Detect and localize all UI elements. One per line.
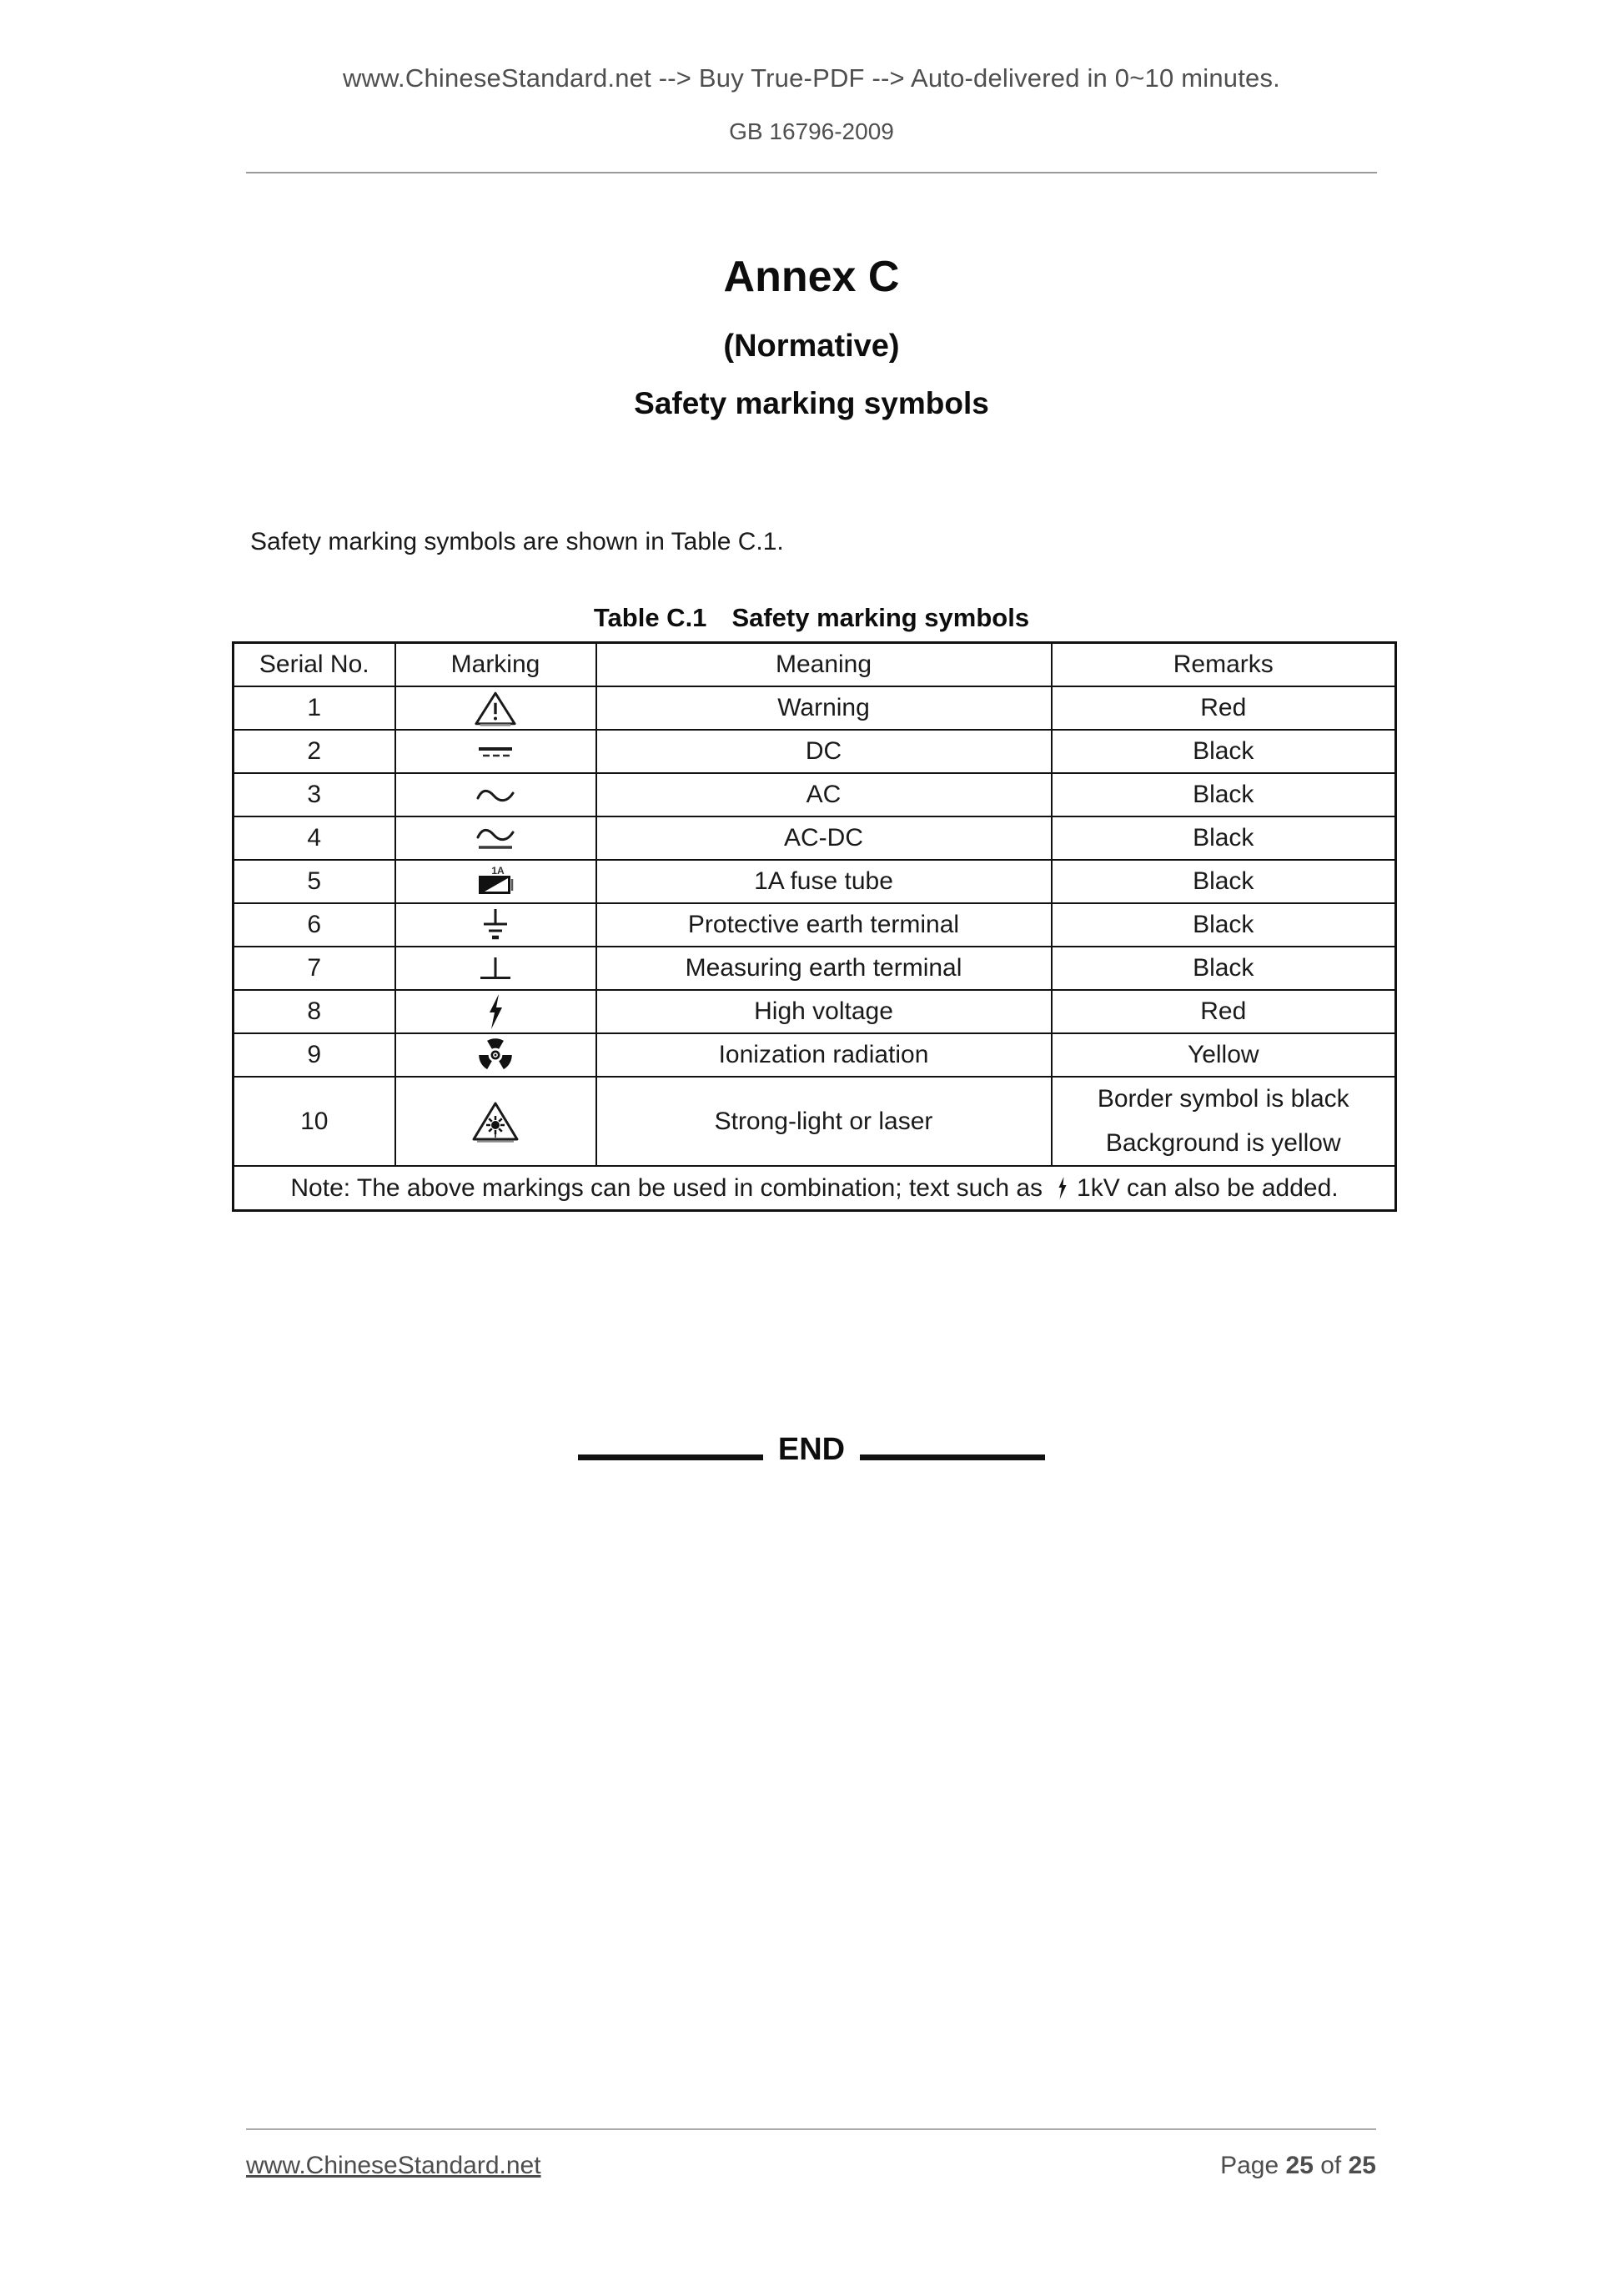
remarks-cell: Black (1052, 860, 1396, 903)
meaning-cell: Protective earth terminal (596, 903, 1052, 947)
table-row (234, 1033, 1396, 1077)
meaning-cell: High voltage (596, 990, 1052, 1033)
meaning-cell: Warning (596, 686, 1052, 730)
table-row (234, 947, 1396, 990)
intro-paragraph: Safety marking symbols are shown in Table C.1. (250, 528, 784, 555)
table-row (234, 903, 1396, 947)
end-line-right (860, 1454, 1045, 1460)
ac-icon (475, 786, 515, 805)
remarks-cell: Black (1052, 730, 1396, 773)
meaning-cell: Measuring earth terminal (596, 947, 1052, 990)
remarks-cell (1052, 1077, 1396, 1166)
table-caption-number: Table C.1 (593, 603, 707, 632)
remarks-cell: Red (1052, 686, 1396, 730)
page-current: 25 (1285, 2152, 1314, 2179)
page-indicator-of: of (1320, 2152, 1342, 2179)
meaning-cell: AC-DC (596, 816, 1052, 860)
ionization-radiation-icon (476, 1036, 515, 1074)
col-header-remarks: Remarks (1052, 643, 1396, 687)
note-cell (234, 1166, 1396, 1211)
end-of-document-mark (0, 1434, 1623, 1465)
end-line-left (578, 1454, 763, 1460)
meaning-cell: AC (596, 773, 1052, 816)
table-row (234, 730, 1396, 773)
serial-cell: 8 (234, 990, 395, 1033)
measuring-earth-icon (477, 956, 514, 982)
serial-cell: 9 (234, 1033, 395, 1077)
remarks-cell: Black (1052, 773, 1396, 816)
marking-cell (395, 947, 596, 990)
normative-label: (Normative) (723, 329, 900, 364)
page-indicator (1220, 2152, 1376, 2180)
standard-number: GB 16796-2009 (729, 118, 894, 144)
table-header-row (234, 643, 1396, 687)
remarks-line: Border symbol is black (1097, 1085, 1349, 1113)
table-row (234, 990, 1396, 1033)
table-row (234, 773, 1396, 816)
table-row (234, 816, 1396, 860)
page-header (0, 0, 1623, 173)
meaning-cell: 1A fuse tube (596, 860, 1052, 903)
serial-cell: 7 (234, 947, 395, 990)
svg-text:1A: 1A (491, 865, 505, 877)
note-text-before: Note: The above markings can be used in combination; text such as (290, 1174, 1043, 1202)
header-url-line: www.ChineseStandard.net --> Buy True-PDF --> Auto-delivered in 0~10 minutes. (343, 63, 1280, 93)
ac-dc-icon (475, 826, 515, 852)
serial-cell: 3 (234, 773, 395, 816)
note-text-after: 1kV can also be added. (1077, 1174, 1339, 1202)
marking-cell (395, 990, 596, 1033)
col-header-meaning: Meaning (596, 643, 1052, 687)
marking-cell (395, 903, 596, 947)
table-row (234, 1077, 1396, 1166)
safety-symbols-table (232, 641, 1397, 1212)
marking-cell (395, 860, 596, 903)
page-total: 25 (1348, 2152, 1376, 2179)
marking-cell (395, 686, 596, 730)
remarks-cell: Yellow (1052, 1033, 1396, 1077)
meaning-cell: Strong-light or laser (596, 1077, 1052, 1166)
marking-cell (395, 773, 596, 816)
col-header-marking: Marking (395, 643, 596, 687)
serial-cell: 1 (234, 686, 395, 730)
remarks-cell: Red (1052, 990, 1396, 1033)
footer-website-link[interactable]: www.ChineseStandard.net (246, 2152, 541, 2179)
page-indicator-prefix: Page (1220, 2152, 1279, 2179)
remarks-cell: Black (1052, 947, 1396, 990)
table-row (234, 686, 1396, 730)
serial-cell: 6 (234, 903, 395, 947)
remarks-cell: Black (1052, 903, 1396, 947)
page-footer (246, 2128, 1376, 2180)
footer-divider (246, 2128, 1376, 2130)
meaning-cell: DC (596, 730, 1052, 773)
marking-cell (395, 730, 596, 773)
table-caption (0, 603, 1623, 633)
serial-cell: 2 (234, 730, 395, 773)
col-header-serial: Serial No. (234, 643, 395, 687)
remarks-cell: Black (1052, 816, 1396, 860)
meaning-cell: Ionization radiation (596, 1033, 1052, 1077)
lightning-bolt-icon (1056, 1176, 1068, 1201)
table-row (234, 860, 1396, 903)
end-label: END (777, 1432, 846, 1467)
annex-title: Annex C (723, 253, 900, 301)
fuse-tube-icon (475, 865, 516, 898)
serial-cell: 4 (234, 816, 395, 860)
annex-subtitle: Safety marking symbols (634, 386, 989, 420)
laser-triangle-icon (471, 1100, 520, 1143)
table-caption-text: Safety marking symbols (731, 603, 1030, 632)
serial-cell: 5 (234, 860, 395, 903)
dc-icon (476, 746, 515, 759)
marking-cell (395, 816, 596, 860)
marking-cell (395, 1077, 596, 1166)
marking-cell (395, 1033, 596, 1077)
header-divider (246, 172, 1377, 173)
table-note-row (234, 1166, 1396, 1211)
warning-triangle-icon (474, 690, 517, 727)
high-voltage-icon (485, 992, 505, 1031)
protective-earth-icon (480, 907, 510, 942)
serial-cell: 10 (234, 1077, 395, 1166)
remarks-line: Background is yellow (1105, 1128, 1341, 1157)
